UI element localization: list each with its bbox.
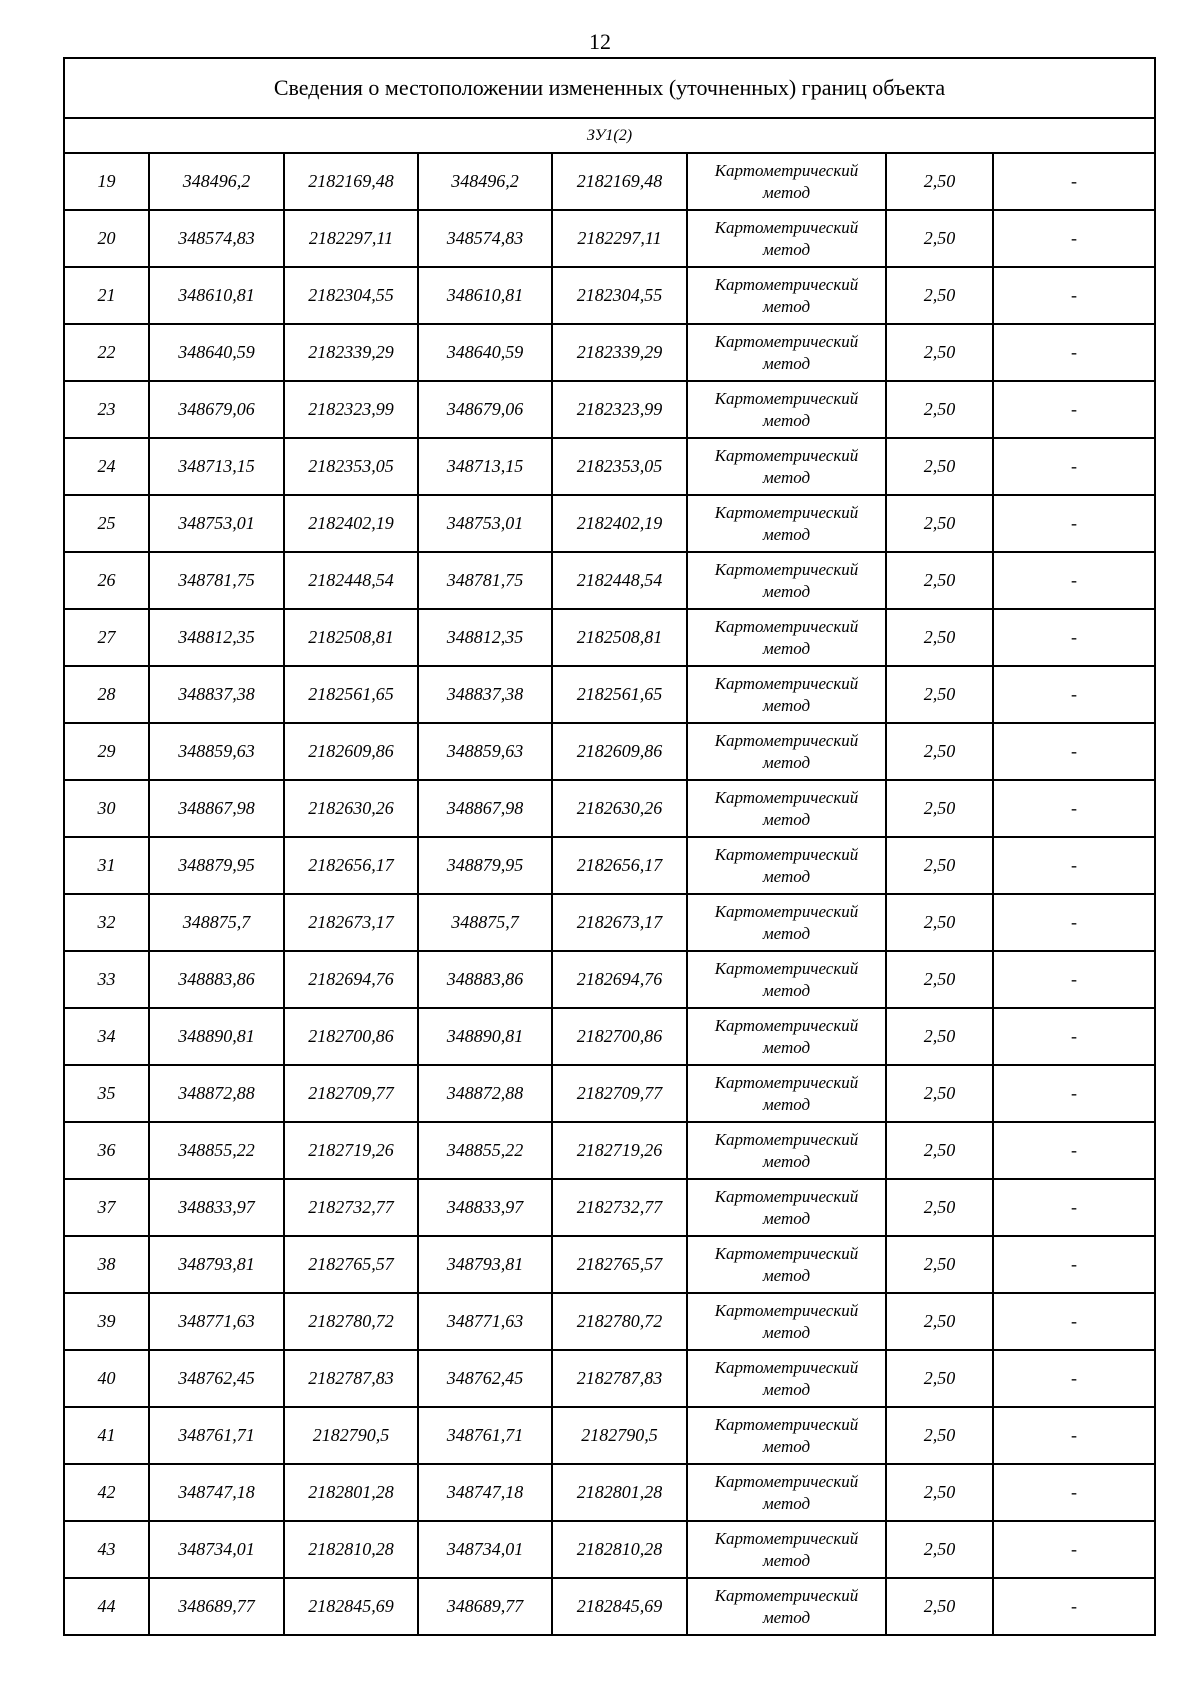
- accuracy-cell: 2,50: [886, 1179, 993, 1236]
- method-line: Картометрический: [714, 1471, 859, 1491]
- method-line: метод: [762, 1094, 811, 1114]
- refined-x-cell: 348812,35: [418, 609, 552, 666]
- refined-x-cell: 348762,45: [418, 1350, 552, 1407]
- point-number-cell: 41: [64, 1407, 149, 1464]
- refined-x-cell: 348734,01: [418, 1521, 552, 1578]
- method-line: метод: [762, 1550, 811, 1570]
- refined-y-cell: 2182323,99: [552, 381, 687, 438]
- method-cell: [687, 552, 886, 609]
- note-cell: -: [993, 951, 1155, 1008]
- note-cell: -: [993, 1521, 1155, 1578]
- point-number-cell: 27: [64, 609, 149, 666]
- method-line: метод: [762, 410, 811, 430]
- point-number-cell: 42: [64, 1464, 149, 1521]
- method-cell: [687, 1008, 886, 1065]
- table-row: [64, 951, 1155, 1008]
- existing-x-cell: 348747,18: [149, 1464, 284, 1521]
- existing-x-cell: 348890,81: [149, 1008, 284, 1065]
- note-cell: -: [993, 495, 1155, 552]
- refined-x-cell: 348872,88: [418, 1065, 552, 1122]
- existing-y-cell: 2182448,54: [284, 552, 418, 609]
- method-cell: [687, 894, 886, 951]
- method-line: Картометрический: [714, 274, 859, 294]
- accuracy-cell: 2,50: [886, 837, 993, 894]
- note-cell: -: [993, 381, 1155, 438]
- refined-y-cell: 2182304,55: [552, 267, 687, 324]
- existing-y-cell: 2182609,86: [284, 723, 418, 780]
- method-line: Картометрический: [714, 445, 859, 465]
- existing-y-cell: 2182323,99: [284, 381, 418, 438]
- note-cell: -: [993, 1578, 1155, 1635]
- refined-y-cell: 2182790,5: [552, 1407, 687, 1464]
- existing-y-cell: 2182700,86: [284, 1008, 418, 1065]
- method-cell: [687, 1578, 886, 1635]
- table-row: [64, 894, 1155, 951]
- method-line: Картометрический: [714, 502, 859, 522]
- table-row: [64, 1179, 1155, 1236]
- accuracy-cell: 2,50: [886, 1236, 993, 1293]
- method-cell: [687, 1464, 886, 1521]
- method-line: Картометрический: [714, 1528, 859, 1548]
- method-cell: [687, 324, 886, 381]
- note-cell: -: [993, 1065, 1155, 1122]
- refined-x-cell: 348713,15: [418, 438, 552, 495]
- refined-y-cell: 2182609,86: [552, 723, 687, 780]
- table-row: [64, 1008, 1155, 1065]
- method-line: Картометрический: [714, 730, 859, 750]
- existing-x-cell: 348867,98: [149, 780, 284, 837]
- method-line: Картометрический: [714, 1300, 859, 1320]
- existing-x-cell: 348781,75: [149, 552, 284, 609]
- method-cell: [687, 837, 886, 894]
- note-cell: -: [993, 1407, 1155, 1464]
- method-line: метод: [762, 923, 811, 943]
- method-line: метод: [762, 1208, 811, 1228]
- note-cell: -: [993, 723, 1155, 780]
- method-line: Картометрический: [714, 958, 859, 978]
- table-row: [64, 780, 1155, 837]
- refined-y-cell: 2182448,54: [552, 552, 687, 609]
- refined-x-cell: 348679,06: [418, 381, 552, 438]
- existing-x-cell: 348855,22: [149, 1122, 284, 1179]
- refined-x-cell: 348496,2: [418, 153, 552, 210]
- method-line: метод: [762, 182, 811, 202]
- method-line: метод: [762, 239, 811, 259]
- existing-x-cell: 348761,71: [149, 1407, 284, 1464]
- point-number-cell: 23: [64, 381, 149, 438]
- point-number-cell: 22: [64, 324, 149, 381]
- method-line: Картометрический: [714, 331, 859, 351]
- method-line: Картометрический: [714, 217, 859, 237]
- existing-y-cell: 2182656,17: [284, 837, 418, 894]
- existing-x-cell: 348734,01: [149, 1521, 284, 1578]
- accuracy-cell: 2,50: [886, 153, 993, 210]
- refined-y-cell: 2182561,65: [552, 666, 687, 723]
- table-row: [64, 723, 1155, 780]
- method-line: Картометрический: [714, 1414, 859, 1434]
- table-row: [64, 552, 1155, 609]
- existing-x-cell: 348640,59: [149, 324, 284, 381]
- note-cell: -: [993, 324, 1155, 381]
- existing-x-cell: 348574,83: [149, 210, 284, 267]
- existing-x-cell: 348689,77: [149, 1578, 284, 1635]
- accuracy-cell: 2,50: [886, 1464, 993, 1521]
- existing-x-cell: 348859,63: [149, 723, 284, 780]
- existing-y-cell: 2182845,69: [284, 1578, 418, 1635]
- existing-y-cell: 2182673,17: [284, 894, 418, 951]
- method-line: метод: [762, 638, 811, 658]
- existing-y-cell: 2182790,5: [284, 1407, 418, 1464]
- table-row: [64, 210, 1155, 267]
- point-number-cell: 24: [64, 438, 149, 495]
- note-cell: -: [993, 1008, 1155, 1065]
- table-row: [64, 1293, 1155, 1350]
- method-line: Картометрический: [714, 673, 859, 693]
- note-cell: -: [993, 666, 1155, 723]
- point-number-cell: 36: [64, 1122, 149, 1179]
- method-line: метод: [762, 524, 811, 544]
- refined-x-cell: 348875,7: [418, 894, 552, 951]
- note-cell: -: [993, 780, 1155, 837]
- method-line: метод: [762, 1151, 811, 1171]
- refined-x-cell: 348640,59: [418, 324, 552, 381]
- existing-x-cell: 348679,06: [149, 381, 284, 438]
- refined-x-cell: 348753,01: [418, 495, 552, 552]
- existing-x-cell: 348883,86: [149, 951, 284, 1008]
- refined-y-cell: 2182339,29: [552, 324, 687, 381]
- method-cell: [687, 1293, 886, 1350]
- method-line: Картометрический: [714, 844, 859, 864]
- method-line: метод: [762, 1379, 811, 1399]
- refined-y-cell: 2182732,77: [552, 1179, 687, 1236]
- method-cell: [687, 210, 886, 267]
- refined-y-cell: 2182169,48: [552, 153, 687, 210]
- point-number-cell: 33: [64, 951, 149, 1008]
- existing-y-cell: 2182709,77: [284, 1065, 418, 1122]
- accuracy-cell: 2,50: [886, 552, 993, 609]
- existing-y-cell: 2182561,65: [284, 666, 418, 723]
- method-line: Картометрический: [714, 160, 859, 180]
- refined-x-cell: 348855,22: [418, 1122, 552, 1179]
- refined-x-cell: 348771,63: [418, 1293, 552, 1350]
- point-number-cell: 40: [64, 1350, 149, 1407]
- method-cell: [687, 381, 886, 438]
- method-line: Картометрический: [714, 787, 859, 807]
- method-cell: [687, 951, 886, 1008]
- refined-x-cell: 348793,81: [418, 1236, 552, 1293]
- accuracy-cell: 2,50: [886, 780, 993, 837]
- accuracy-cell: 2,50: [886, 210, 993, 267]
- point-number-cell: 25: [64, 495, 149, 552]
- existing-x-cell: 348753,01: [149, 495, 284, 552]
- table-row: [64, 1122, 1155, 1179]
- existing-x-cell: 348793,81: [149, 1236, 284, 1293]
- method-line: метод: [762, 581, 811, 601]
- note-cell: -: [993, 894, 1155, 951]
- note-cell: -: [993, 267, 1155, 324]
- table-row: [64, 1236, 1155, 1293]
- point-number-cell: 31: [64, 837, 149, 894]
- existing-y-cell: 2182304,55: [284, 267, 418, 324]
- accuracy-cell: 2,50: [886, 381, 993, 438]
- method-cell: [687, 609, 886, 666]
- table-row: [64, 495, 1155, 552]
- refined-x-cell: 348859,63: [418, 723, 552, 780]
- accuracy-cell: 2,50: [886, 495, 993, 552]
- method-cell: [687, 723, 886, 780]
- method-line: метод: [762, 752, 811, 772]
- refined-y-cell: 2182630,26: [552, 780, 687, 837]
- existing-x-cell: 348872,88: [149, 1065, 284, 1122]
- existing-x-cell: 348875,7: [149, 894, 284, 951]
- existing-y-cell: 2182694,76: [284, 951, 418, 1008]
- point-number-cell: 39: [64, 1293, 149, 1350]
- refined-y-cell: 2182787,83: [552, 1350, 687, 1407]
- note-cell: -: [993, 438, 1155, 495]
- refined-y-cell: 2182709,77: [552, 1065, 687, 1122]
- existing-y-cell: 2182787,83: [284, 1350, 418, 1407]
- method-cell: [687, 153, 886, 210]
- method-cell: [687, 666, 886, 723]
- method-line: Картометрический: [714, 1585, 859, 1605]
- table-row: [64, 267, 1155, 324]
- existing-y-cell: 2182810,28: [284, 1521, 418, 1578]
- refined-x-cell: 348761,71: [418, 1407, 552, 1464]
- method-cell: [687, 1179, 886, 1236]
- accuracy-cell: 2,50: [886, 951, 993, 1008]
- table-row: [64, 609, 1155, 666]
- method-line: метод: [762, 695, 811, 715]
- table-title-row: [64, 58, 1155, 118]
- existing-x-cell: 348762,45: [149, 1350, 284, 1407]
- method-line: Картометрический: [714, 1186, 859, 1206]
- method-cell: [687, 1065, 886, 1122]
- refined-y-cell: 2182694,76: [552, 951, 687, 1008]
- refined-x-cell: 348747,18: [418, 1464, 552, 1521]
- refined-y-cell: 2182801,28: [552, 1464, 687, 1521]
- method-line: метод: [762, 1037, 811, 1057]
- method-line: метод: [762, 866, 811, 886]
- method-line: метод: [762, 1436, 811, 1456]
- refined-x-cell: 348867,98: [418, 780, 552, 837]
- method-cell: [687, 267, 886, 324]
- accuracy-cell: 2,50: [886, 894, 993, 951]
- method-line: Картометрический: [714, 1015, 859, 1035]
- point-number-cell: 26: [64, 552, 149, 609]
- table-row: [64, 1464, 1155, 1521]
- refined-y-cell: 2182656,17: [552, 837, 687, 894]
- method-line: Картометрический: [714, 388, 859, 408]
- accuracy-cell: 2,50: [886, 1350, 993, 1407]
- refined-x-cell: 348890,81: [418, 1008, 552, 1065]
- method-cell: [687, 1521, 886, 1578]
- existing-y-cell: 2182402,19: [284, 495, 418, 552]
- refined-y-cell: 2182402,19: [552, 495, 687, 552]
- point-number-cell: 34: [64, 1008, 149, 1065]
- point-number-cell: 44: [64, 1578, 149, 1635]
- accuracy-cell: 2,50: [886, 1122, 993, 1179]
- method-line: метод: [762, 1493, 811, 1513]
- refined-y-cell: 2182810,28: [552, 1521, 687, 1578]
- table-subtitle-row: [64, 118, 1155, 153]
- table-row: [64, 324, 1155, 381]
- existing-x-cell: 348713,15: [149, 438, 284, 495]
- point-number-cell: 43: [64, 1521, 149, 1578]
- existing-y-cell: 2182297,11: [284, 210, 418, 267]
- method-line: Картометрический: [714, 901, 859, 921]
- refined-y-cell: 2182297,11: [552, 210, 687, 267]
- method-line: Картометрический: [714, 616, 859, 636]
- refined-y-cell: 2182673,17: [552, 894, 687, 951]
- refined-y-cell: 2182719,26: [552, 1122, 687, 1179]
- method-line: метод: [762, 1322, 811, 1342]
- note-cell: -: [993, 210, 1155, 267]
- point-number-cell: 29: [64, 723, 149, 780]
- table-row: [64, 381, 1155, 438]
- table-row: [64, 1350, 1155, 1407]
- refined-x-cell: 348833,97: [418, 1179, 552, 1236]
- existing-y-cell: 2182353,05: [284, 438, 418, 495]
- point-number-cell: 32: [64, 894, 149, 951]
- existing-y-cell: 2182508,81: [284, 609, 418, 666]
- note-cell: -: [993, 1122, 1155, 1179]
- refined-x-cell: 348689,77: [418, 1578, 552, 1635]
- table-row: [64, 438, 1155, 495]
- method-line: метод: [762, 353, 811, 373]
- method-line: Картометрический: [714, 1129, 859, 1149]
- point-number-cell: 28: [64, 666, 149, 723]
- note-cell: -: [993, 1236, 1155, 1293]
- refined-x-cell: 348781,75: [418, 552, 552, 609]
- table-row: [64, 837, 1155, 894]
- refined-x-cell: 348610,81: [418, 267, 552, 324]
- table-row: [64, 1407, 1155, 1464]
- method-line: Картометрический: [714, 1072, 859, 1092]
- page-number: 12: [589, 29, 611, 54]
- accuracy-cell: 2,50: [886, 723, 993, 780]
- existing-y-cell: 2182801,28: [284, 1464, 418, 1521]
- existing-x-cell: 348771,63: [149, 1293, 284, 1350]
- note-cell: -: [993, 1179, 1155, 1236]
- refined-x-cell: 348883,86: [418, 951, 552, 1008]
- method-cell: [687, 1407, 886, 1464]
- table-row: [64, 1065, 1155, 1122]
- existing-y-cell: 2182732,77: [284, 1179, 418, 1236]
- method-cell: [687, 1350, 886, 1407]
- table-row: [64, 666, 1155, 723]
- point-number-cell: 30: [64, 780, 149, 837]
- accuracy-cell: 2,50: [886, 609, 993, 666]
- method-line: метод: [762, 980, 811, 1000]
- method-line: метод: [762, 467, 811, 487]
- note-cell: -: [993, 1350, 1155, 1407]
- refined-x-cell: 348837,38: [418, 666, 552, 723]
- method-line: метод: [762, 1265, 811, 1285]
- method-line: Картометрический: [714, 1243, 859, 1263]
- existing-x-cell: 348879,95: [149, 837, 284, 894]
- accuracy-cell: 2,50: [886, 1293, 993, 1350]
- existing-x-cell: 348496,2: [149, 153, 284, 210]
- existing-x-cell: 348833,97: [149, 1179, 284, 1236]
- note-cell: -: [993, 609, 1155, 666]
- method-cell: [687, 1236, 886, 1293]
- parcel-label: ЗУ1(2): [64, 118, 1155, 153]
- point-number-cell: 37: [64, 1179, 149, 1236]
- refined-y-cell: 2182845,69: [552, 1578, 687, 1635]
- refined-x-cell: 348879,95: [418, 837, 552, 894]
- table-row: [64, 1521, 1155, 1578]
- existing-x-cell: 348837,38: [149, 666, 284, 723]
- note-cell: -: [993, 552, 1155, 609]
- table-row: [64, 153, 1155, 210]
- point-number-cell: 19: [64, 153, 149, 210]
- refined-y-cell: 2182353,05: [552, 438, 687, 495]
- refined-y-cell: 2182508,81: [552, 609, 687, 666]
- accuracy-cell: 2,50: [886, 267, 993, 324]
- note-cell: -: [993, 1464, 1155, 1521]
- refined-y-cell: 2182700,86: [552, 1008, 687, 1065]
- point-number-cell: 21: [64, 267, 149, 324]
- accuracy-cell: 2,50: [886, 1008, 993, 1065]
- refined-y-cell: 2182780,72: [552, 1293, 687, 1350]
- boundary-table: [63, 57, 1156, 1636]
- method-cell: [687, 438, 886, 495]
- point-number-cell: 20: [64, 210, 149, 267]
- method-line: Картометрический: [714, 559, 859, 579]
- accuracy-cell: 2,50: [886, 1407, 993, 1464]
- method-line: метод: [762, 296, 811, 316]
- note-cell: -: [993, 837, 1155, 894]
- accuracy-cell: 2,50: [886, 1578, 993, 1635]
- point-number-cell: 35: [64, 1065, 149, 1122]
- method-cell: [687, 1122, 886, 1179]
- existing-y-cell: 2182765,57: [284, 1236, 418, 1293]
- method-line: метод: [762, 809, 811, 829]
- existing-y-cell: 2182719,26: [284, 1122, 418, 1179]
- existing-y-cell: 2182630,26: [284, 780, 418, 837]
- accuracy-cell: 2,50: [886, 1065, 993, 1122]
- method-line: метод: [762, 1607, 811, 1627]
- accuracy-cell: 2,50: [886, 1521, 993, 1578]
- accuracy-cell: 2,50: [886, 438, 993, 495]
- refined-x-cell: 348574,83: [418, 210, 552, 267]
- method-cell: [687, 495, 886, 552]
- existing-x-cell: 348812,35: [149, 609, 284, 666]
- existing-y-cell: 2182339,29: [284, 324, 418, 381]
- point-number-cell: 38: [64, 1236, 149, 1293]
- note-cell: -: [993, 1293, 1155, 1350]
- method-cell: [687, 780, 886, 837]
- accuracy-cell: 2,50: [886, 324, 993, 381]
- refined-y-cell: 2182765,57: [552, 1236, 687, 1293]
- note-cell: -: [993, 153, 1155, 210]
- accuracy-cell: 2,50: [886, 666, 993, 723]
- existing-y-cell: 2182169,48: [284, 153, 418, 210]
- table-title: Сведения о местоположении измененных (уточненных) границ объекта: [64, 58, 1155, 118]
- table-row: [64, 1578, 1155, 1635]
- method-line: Картометрический: [714, 1357, 859, 1377]
- existing-x-cell: 348610,81: [149, 267, 284, 324]
- existing-y-cell: 2182780,72: [284, 1293, 418, 1350]
